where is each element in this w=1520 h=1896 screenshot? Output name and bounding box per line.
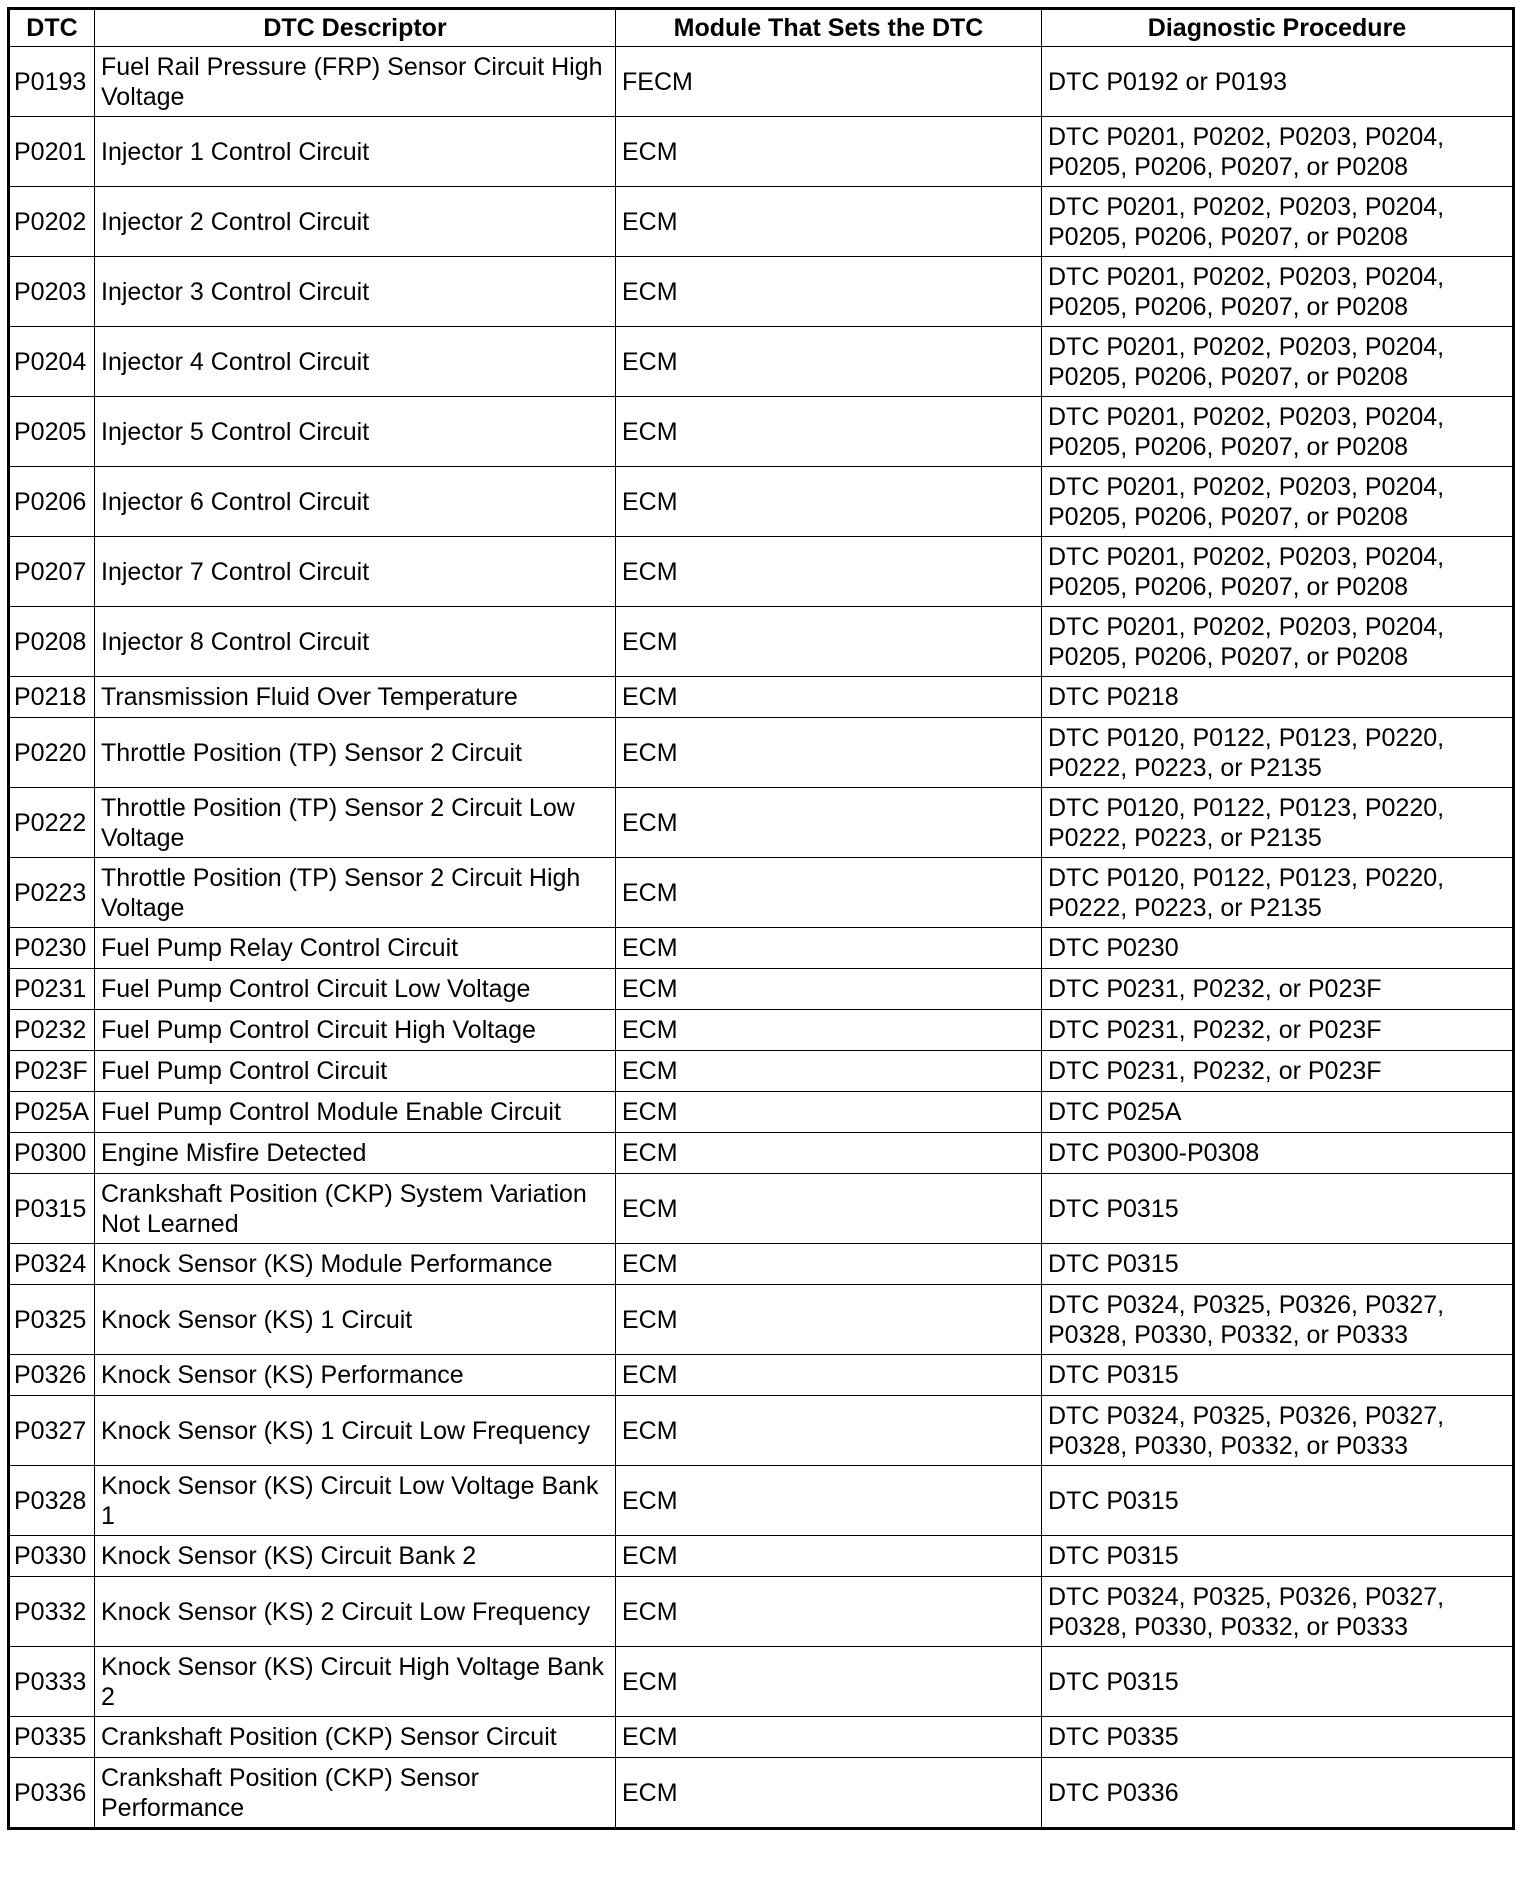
table-row (9, 1758, 1514, 1829)
table-row (9, 677, 1514, 718)
dtc-descriptor-cell: Fuel Pump Control Circuit Low Voltage (95, 969, 616, 1010)
table-row (9, 1355, 1514, 1396)
dtc-descriptor-cell: Injector 3 Control Circuit (95, 257, 616, 327)
dtc-code-cell: P0230 (9, 928, 95, 969)
module-cell: ECM (616, 1758, 1042, 1829)
diagnostic-procedure-cell: DTC P0201, P0202, P0203, P0204, P0205, P0206, P0207, or P0208 (1042, 257, 1514, 327)
table-row (9, 1133, 1514, 1174)
diagnostic-procedure-cell: DTC P0120, P0122, P0123, P0220, P0222, P0223, or P2135 (1042, 718, 1514, 788)
module-cell: ECM (616, 928, 1042, 969)
dtc-descriptor-cell: Knock Sensor (KS) Performance (95, 1355, 616, 1396)
table-row (9, 1092, 1514, 1133)
table-row (9, 187, 1514, 257)
dtc-descriptor-cell: Crankshaft Position (CKP) Sensor Circuit (95, 1717, 616, 1758)
table-row (9, 788, 1514, 858)
table-row (9, 607, 1514, 677)
module-cell: ECM (616, 1285, 1042, 1355)
diagnostic-procedure-cell: DTC P0218 (1042, 677, 1514, 718)
table-row (9, 327, 1514, 397)
dtc-descriptor-cell: Injector 7 Control Circuit (95, 537, 616, 607)
dtc-table-container (7, 7, 1512, 1830)
table-row (9, 858, 1514, 928)
diagnostic-procedure-cell: DTC P0201, P0202, P0203, P0204, P0205, P0206, P0207, or P0208 (1042, 327, 1514, 397)
diagnostic-procedure-cell: DTC P0201, P0202, P0203, P0204, P0205, P0206, P0207, or P0208 (1042, 467, 1514, 537)
diagnostic-procedure-cell: DTC P0201, P0202, P0203, P0204, P0205, P0206, P0207, or P0208 (1042, 537, 1514, 607)
dtc-code-cell: P0330 (9, 1536, 95, 1577)
diagnostic-procedure-cell: DTC P0315 (1042, 1536, 1514, 1577)
dtc-descriptor-cell: Injector 2 Control Circuit (95, 187, 616, 257)
dtc-code-cell: P0327 (9, 1396, 95, 1466)
dtc-descriptor-cell: Injector 1 Control Circuit (95, 117, 616, 187)
dtc-code-cell: P0325 (9, 1285, 95, 1355)
diagnostic-procedure-cell: DTC P0336 (1042, 1758, 1514, 1829)
diagnostic-procedure-cell: DTC P0324, P0325, P0326, P0327, P0328, P0330, P0332, or P0333 (1042, 1285, 1514, 1355)
table-row (9, 257, 1514, 327)
dtc-code-cell: P0326 (9, 1355, 95, 1396)
module-cell: ECM (616, 1174, 1042, 1244)
table-row (9, 1174, 1514, 1244)
table-row (9, 1010, 1514, 1051)
module-cell: ECM (616, 327, 1042, 397)
dtc-descriptor-cell: Fuel Pump Relay Control Circuit (95, 928, 616, 969)
header-dtc: DTC (9, 9, 95, 47)
module-cell: ECM (616, 1466, 1042, 1536)
module-cell: ECM (616, 1396, 1042, 1466)
diagnostic-procedure-cell: DTC P0192 or P0193 (1042, 47, 1514, 117)
dtc-code-cell: P0204 (9, 327, 95, 397)
module-cell: ECM (616, 467, 1042, 537)
diagnostic-procedure-cell: DTC P025A (1042, 1092, 1514, 1133)
diagnostic-procedure-cell: DTC P0120, P0122, P0123, P0220, P0222, P0223, or P2135 (1042, 788, 1514, 858)
dtc-descriptor-cell: Injector 6 Control Circuit (95, 467, 616, 537)
dtc-code-cell: P0208 (9, 607, 95, 677)
module-cell: ECM (616, 1577, 1042, 1647)
module-cell: ECM (616, 1133, 1042, 1174)
diagnostic-procedure-cell: DTC P0120, P0122, P0123, P0220, P0222, P0223, or P2135 (1042, 858, 1514, 928)
module-cell: ECM (616, 1717, 1042, 1758)
table-row (9, 1577, 1514, 1647)
dtc-descriptor-cell: Fuel Pump Control Circuit (95, 1051, 616, 1092)
header-module: Module That Sets the DTC (616, 9, 1042, 47)
diagnostic-procedure-cell: DTC P0300-P0308 (1042, 1133, 1514, 1174)
diagnostic-procedure-cell: DTC P0335 (1042, 1717, 1514, 1758)
dtc-descriptor-cell: Knock Sensor (KS) Circuit Low Voltage Bank 1 (95, 1466, 616, 1536)
dtc-descriptor-cell: Throttle Position (TP) Sensor 2 Circuit High Voltage (95, 858, 616, 928)
table-row (9, 1717, 1514, 1758)
module-cell: ECM (616, 677, 1042, 718)
module-cell: ECM (616, 257, 1042, 327)
table-row (9, 969, 1514, 1010)
dtc-code-cell: P0333 (9, 1647, 95, 1717)
module-cell: ECM (616, 397, 1042, 467)
diagnostic-procedure-cell: DTC P0231, P0232, or P023F (1042, 969, 1514, 1010)
table-row (9, 537, 1514, 607)
dtc-descriptor-cell: Knock Sensor (KS) 2 Circuit Low Frequency (95, 1577, 616, 1647)
diagnostic-procedure-cell: DTC P0315 (1042, 1647, 1514, 1717)
table-row (9, 1244, 1514, 1285)
dtc-descriptor-cell: Injector 8 Control Circuit (95, 607, 616, 677)
table-row (9, 1466, 1514, 1536)
dtc-code-cell: P0324 (9, 1244, 95, 1285)
dtc-code-cell: P0300 (9, 1133, 95, 1174)
diagnostic-procedure-cell: DTC P0315 (1042, 1355, 1514, 1396)
table-row (9, 1647, 1514, 1717)
dtc-code-cell: P0202 (9, 187, 95, 257)
table-row (9, 718, 1514, 788)
table-header-row (9, 9, 1514, 47)
dtc-code-cell: P0328 (9, 1466, 95, 1536)
dtc-descriptor-cell: Knock Sensor (KS) 1 Circuit Low Frequency (95, 1396, 616, 1466)
table-row (9, 117, 1514, 187)
dtc-code-cell: P0332 (9, 1577, 95, 1647)
diagnostic-procedure-cell: DTC P0324, P0325, P0326, P0327, P0328, P0330, P0332, or P0333 (1042, 1577, 1514, 1647)
module-cell: ECM (616, 1010, 1042, 1051)
dtc-code-cell: P0315 (9, 1174, 95, 1244)
module-cell: ECM (616, 187, 1042, 257)
dtc-descriptor-cell: Knock Sensor (KS) 1 Circuit (95, 1285, 616, 1355)
header-dtc-descriptor: DTC Descriptor (95, 9, 616, 47)
dtc-descriptor-cell: Throttle Position (TP) Sensor 2 Circuit Low Voltage (95, 788, 616, 858)
module-cell: ECM (616, 1647, 1042, 1717)
dtc-code-cell: P0206 (9, 467, 95, 537)
dtc-descriptor-cell: Knock Sensor (KS) Circuit High Voltage Bank 2 (95, 1647, 616, 1717)
table-row (9, 47, 1514, 117)
dtc-descriptor-cell: Injector 4 Control Circuit (95, 327, 616, 397)
dtc-code-cell: P0207 (9, 537, 95, 607)
module-cell: ECM (616, 607, 1042, 677)
table-row (9, 1396, 1514, 1466)
module-cell: ECM (616, 1244, 1042, 1285)
table-row (9, 928, 1514, 969)
dtc-code-cell: P0231 (9, 969, 95, 1010)
dtc-descriptor-cell: Knock Sensor (KS) Module Performance (95, 1244, 616, 1285)
diagnostic-procedure-cell: DTC P0315 (1042, 1244, 1514, 1285)
table-row (9, 1285, 1514, 1355)
module-cell: ECM (616, 969, 1042, 1010)
table-row (9, 1536, 1514, 1577)
dtc-descriptor-cell: Crankshaft Position (CKP) Sensor Performance (95, 1758, 616, 1829)
table-body (9, 47, 1514, 1829)
diagnostic-procedure-cell: DTC P0324, P0325, P0326, P0327, P0328, P0330, P0332, or P0333 (1042, 1396, 1514, 1466)
dtc-code-cell: P023F (9, 1051, 95, 1092)
dtc-code-cell: P0336 (9, 1758, 95, 1829)
module-cell: ECM (616, 858, 1042, 928)
dtc-descriptor-cell: Throttle Position (TP) Sensor 2 Circuit (95, 718, 616, 788)
dtc-code-cell: P0222 (9, 788, 95, 858)
dtc-code-cell: P0223 (9, 858, 95, 928)
dtc-descriptor-cell: Engine Misfire Detected (95, 1133, 616, 1174)
dtc-descriptor-cell: Knock Sensor (KS) Circuit Bank 2 (95, 1536, 616, 1577)
table-row (9, 467, 1514, 537)
dtc-descriptor-cell: Injector 5 Control Circuit (95, 397, 616, 467)
module-cell: ECM (616, 1051, 1042, 1092)
module-cell: ECM (616, 117, 1042, 187)
diagnostic-procedure-cell: DTC P0201, P0202, P0203, P0204, P0205, P0206, P0207, or P0208 (1042, 187, 1514, 257)
dtc-code-cell: P0218 (9, 677, 95, 718)
dtc-descriptor-cell: Crankshaft Position (CKP) System Variation Not Learned (95, 1174, 616, 1244)
module-cell: FECM (616, 47, 1042, 117)
module-cell: ECM (616, 1536, 1042, 1577)
diagnostic-procedure-cell: DTC P0315 (1042, 1174, 1514, 1244)
dtc-descriptor-cell: Fuel Pump Control Circuit High Voltage (95, 1010, 616, 1051)
diagnostic-procedure-cell: DTC P0201, P0202, P0203, P0204, P0205, P0206, P0207, or P0208 (1042, 397, 1514, 467)
dtc-descriptor-cell: Transmission Fluid Over Temperature (95, 677, 616, 718)
table-row (9, 397, 1514, 467)
dtc-code-cell: P0232 (9, 1010, 95, 1051)
diagnostic-procedure-cell: DTC P0231, P0232, or P023F (1042, 1010, 1514, 1051)
dtc-code-cell: P0193 (9, 47, 95, 117)
diagnostic-procedure-cell: DTC P0230 (1042, 928, 1514, 969)
module-cell: ECM (616, 537, 1042, 607)
dtc-descriptor-cell: Fuel Rail Pressure (FRP) Sensor Circuit High Voltage (95, 47, 616, 117)
dtc-code-cell: P025A (9, 1092, 95, 1133)
dtc-table (7, 7, 1515, 1830)
dtc-descriptor-cell: Fuel Pump Control Module Enable Circuit (95, 1092, 616, 1133)
diagnostic-procedure-cell: DTC P0201, P0202, P0203, P0204, P0205, P0206, P0207, or P0208 (1042, 117, 1514, 187)
header-diagnostic-procedure: Diagnostic Procedure (1042, 9, 1514, 47)
diagnostic-procedure-cell: DTC P0231, P0232, or P023F (1042, 1051, 1514, 1092)
dtc-code-cell: P0203 (9, 257, 95, 327)
dtc-code-cell: P0220 (9, 718, 95, 788)
module-cell: ECM (616, 718, 1042, 788)
module-cell: ECM (616, 1355, 1042, 1396)
table-row (9, 1051, 1514, 1092)
dtc-code-cell: P0205 (9, 397, 95, 467)
diagnostic-procedure-cell: DTC P0201, P0202, P0203, P0204, P0205, P0206, P0207, or P0208 (1042, 607, 1514, 677)
dtc-code-cell: P0201 (9, 117, 95, 187)
module-cell: ECM (616, 788, 1042, 858)
module-cell: ECM (616, 1092, 1042, 1133)
dtc-code-cell: P0335 (9, 1717, 95, 1758)
diagnostic-procedure-cell: DTC P0315 (1042, 1466, 1514, 1536)
